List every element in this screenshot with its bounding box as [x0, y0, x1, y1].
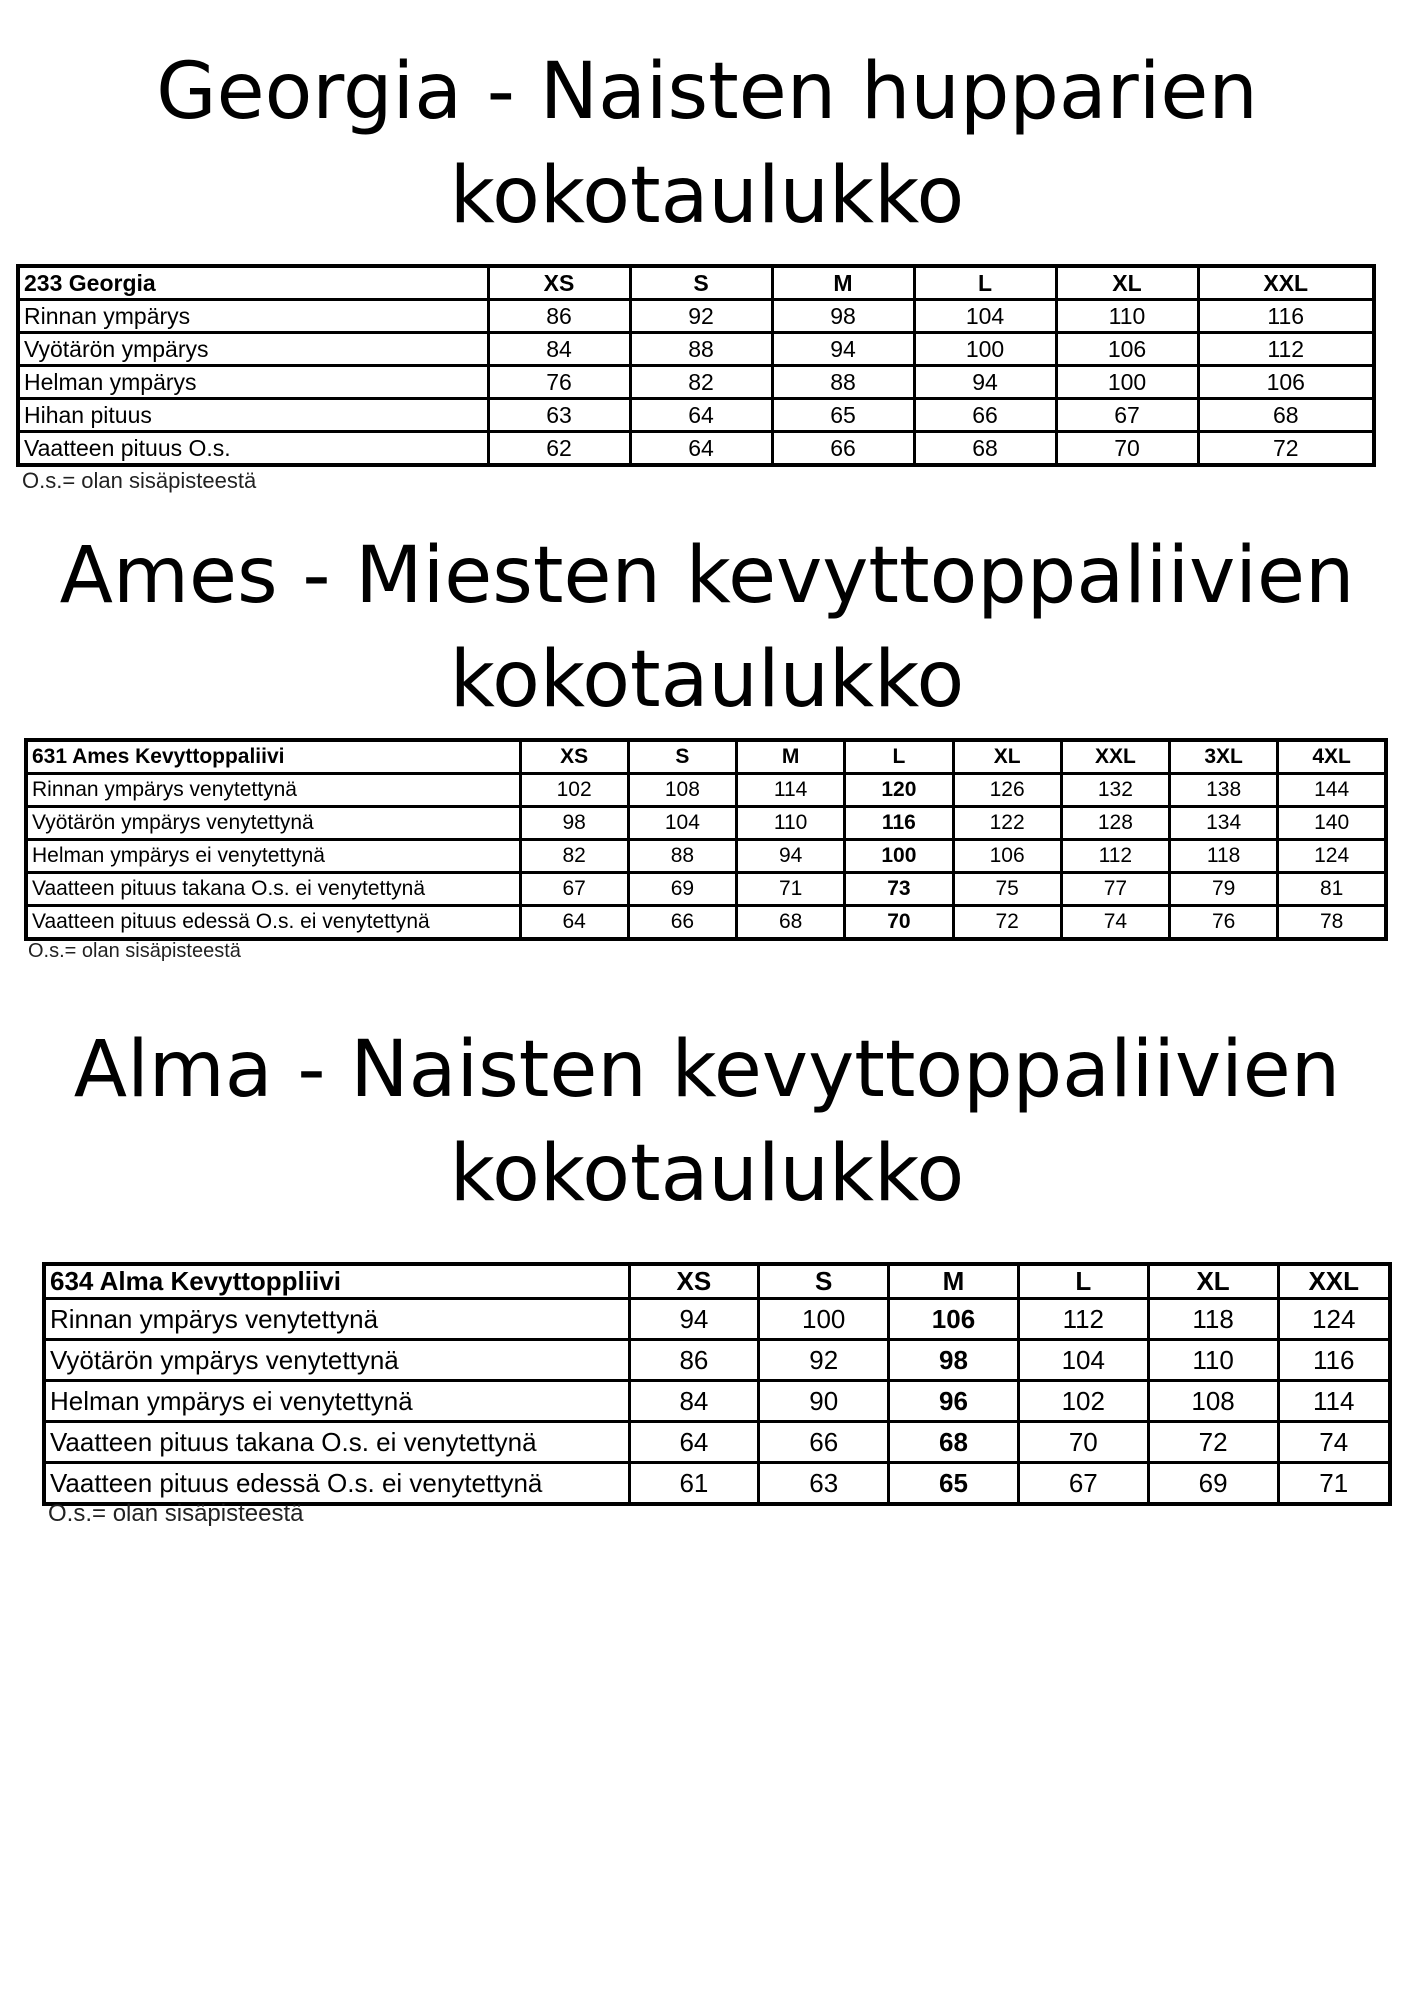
alma-title-line2: kokotaulukko: [449, 1129, 965, 1219]
measurement-cell: 118: [1148, 1299, 1278, 1340]
row-label: Rinnan ympärys venytettynä: [44, 1299, 629, 1340]
measurement-cell: 106: [1198, 366, 1374, 399]
measurement-cell: 102: [1018, 1381, 1148, 1422]
measurement-cell: 110: [737, 807, 845, 840]
measurement-cell: 78: [1278, 906, 1386, 940]
measurement-cell: 72: [953, 906, 1061, 940]
alma-title: [0, 1018, 1414, 1226]
row-label: Vyötärön ympärys: [18, 333, 488, 366]
measurement-cell: 72: [1148, 1422, 1278, 1463]
measurement-cell: 82: [520, 840, 628, 873]
georgia-title: [0, 40, 1414, 248]
size-header: L: [1018, 1264, 1148, 1299]
measurement-cell: 71: [737, 873, 845, 906]
measurement-cell: 100: [759, 1299, 889, 1340]
measurement-cell: 116: [1198, 300, 1374, 333]
measurement-cell: 63: [759, 1463, 889, 1505]
measurement-cell: 64: [629, 1422, 759, 1463]
ames-table-body: [26, 774, 1386, 940]
measurement-cell: 86: [488, 300, 630, 333]
measurement-cell: 128: [1061, 807, 1169, 840]
measurement-cell: 63: [488, 399, 630, 432]
measurement-cell: 134: [1170, 807, 1278, 840]
row-label: Vyötärön ympärys venytettynä: [44, 1340, 629, 1381]
size-header: XS: [488, 266, 630, 300]
size-header: XL: [1148, 1264, 1278, 1299]
georgia-title-line1: Georgia - Naisten hupparien: [156, 47, 1258, 137]
measurement-cell: 70: [845, 906, 953, 940]
row-label: Helman ympärys: [18, 366, 488, 399]
measurement-cell: 67: [1056, 399, 1198, 432]
table-header-label: 634 Alma Kevyttoppliivi: [44, 1264, 629, 1299]
georgia-title-line2: kokotaulukko: [449, 151, 965, 241]
measurement-cell: 92: [630, 300, 772, 333]
size-header: S: [628, 740, 736, 774]
size-header: 3XL: [1170, 740, 1278, 774]
size-header: XL: [1056, 266, 1198, 300]
measurement-cell: 116: [845, 807, 953, 840]
table-row: [44, 1422, 1390, 1463]
measurement-cell: 106: [953, 840, 1061, 873]
row-label: Vaatteen pituus edessä O.s. ei venytettynä: [26, 906, 520, 940]
measurement-cell: 104: [914, 300, 1056, 333]
measurement-cell: 88: [628, 840, 736, 873]
measurement-cell: 68: [914, 432, 1056, 466]
row-label: Rinnan ympärys venytettynä: [26, 774, 520, 807]
georgia-section: [0, 40, 1414, 248]
measurement-cell: 61: [629, 1463, 759, 1505]
row-label: Vaatteen pituus O.s.: [18, 432, 488, 466]
georgia-size-table: [16, 264, 1376, 467]
table-row: [18, 432, 1374, 466]
table-row: [18, 333, 1374, 366]
measurement-cell: 68: [737, 906, 845, 940]
ames-title-line1: Ames - Miesten kevyttoppaliivien: [59, 531, 1355, 621]
size-header: S: [630, 266, 772, 300]
measurement-cell: 64: [630, 432, 772, 466]
table-row: [26, 840, 1386, 873]
measurement-cell: 96: [889, 1381, 1019, 1422]
table-header-label: 233 Georgia: [18, 266, 488, 300]
measurement-cell: 65: [772, 399, 914, 432]
measurement-cell: 76: [488, 366, 630, 399]
table-row: [18, 300, 1374, 333]
measurement-cell: 102: [520, 774, 628, 807]
size-header: 4XL: [1278, 740, 1386, 774]
size-header: M: [772, 266, 914, 300]
measurement-cell: 112: [1018, 1299, 1148, 1340]
ames-note: O.s.= olan sisäpisteestä: [28, 940, 241, 962]
measurement-cell: 104: [628, 807, 736, 840]
measurement-cell: 100: [845, 840, 953, 873]
measurement-cell: 114: [737, 774, 845, 807]
measurement-cell: 98: [889, 1340, 1019, 1381]
row-label: Vaatteen pituus takana O.s. ei venytettynä: [44, 1422, 629, 1463]
measurement-cell: 98: [520, 807, 628, 840]
table-header-row: [18, 266, 1374, 300]
table-row: [44, 1463, 1390, 1505]
measurement-cell: 94: [914, 366, 1056, 399]
measurement-cell: 116: [1278, 1340, 1390, 1381]
measurement-cell: 66: [628, 906, 736, 940]
measurement-cell: 73: [845, 873, 953, 906]
measurement-cell: 104: [1018, 1340, 1148, 1381]
measurement-cell: 124: [1278, 840, 1386, 873]
ames-title: [0, 524, 1414, 732]
measurement-cell: 84: [488, 333, 630, 366]
measurement-cell: 79: [1170, 873, 1278, 906]
measurement-cell: 98: [772, 300, 914, 333]
measurement-cell: 144: [1278, 774, 1386, 807]
measurement-cell: 108: [628, 774, 736, 807]
measurement-cell: 67: [1018, 1463, 1148, 1505]
alma-table-body: [44, 1299, 1390, 1505]
size-header: XXL: [1061, 740, 1169, 774]
measurement-cell: 112: [1198, 333, 1374, 366]
measurement-cell: 110: [1148, 1340, 1278, 1381]
georgia-note: O.s.= olan sisäpisteestä: [22, 468, 257, 493]
measurement-cell: 114: [1278, 1381, 1390, 1422]
measurement-cell: 140: [1278, 807, 1386, 840]
measurement-cell: 70: [1056, 432, 1198, 466]
alma-section: [0, 1018, 1414, 1226]
measurement-cell: 94: [772, 333, 914, 366]
table-row: [26, 774, 1386, 807]
row-label: Helman ympärys ei venytettynä: [26, 840, 520, 873]
measurement-cell: 124: [1278, 1299, 1390, 1340]
measurement-cell: 75: [953, 873, 1061, 906]
measurement-cell: 132: [1061, 774, 1169, 807]
table-row: [26, 873, 1386, 906]
measurement-cell: 100: [1056, 366, 1198, 399]
measurement-cell: 74: [1061, 906, 1169, 940]
measurement-cell: 66: [759, 1422, 889, 1463]
row-label: Hihan pituus: [18, 399, 488, 432]
measurement-cell: 88: [772, 366, 914, 399]
measurement-cell: 71: [1278, 1463, 1390, 1505]
measurement-cell: 70: [1018, 1422, 1148, 1463]
alma-title-line1: Alma - Naisten kevyttoppaliivien: [73, 1025, 1341, 1115]
measurement-cell: 92: [759, 1340, 889, 1381]
measurement-cell: 82: [630, 366, 772, 399]
size-header: L: [914, 266, 1056, 300]
row-label: Helman ympärys ei venytettynä: [44, 1381, 629, 1422]
size-header: M: [737, 740, 845, 774]
ames-size-table: [24, 738, 1388, 941]
measurement-cell: 74: [1278, 1422, 1390, 1463]
measurement-cell: 67: [520, 873, 628, 906]
measurement-cell: 68: [1198, 399, 1374, 432]
size-header: XS: [629, 1264, 759, 1299]
measurement-cell: 64: [630, 399, 772, 432]
measurement-cell: 94: [629, 1299, 759, 1340]
table-row: [26, 906, 1386, 940]
measurement-cell: 90: [759, 1381, 889, 1422]
measurement-cell: 69: [628, 873, 736, 906]
size-header: XL: [953, 740, 1061, 774]
size-header: XXL: [1278, 1264, 1390, 1299]
measurement-cell: 65: [889, 1463, 1019, 1505]
measurement-cell: 122: [953, 807, 1061, 840]
row-label: Vaatteen pituus edessä O.s. ei venytettynä: [44, 1463, 629, 1505]
ames-section: [0, 524, 1414, 732]
measurement-cell: 106: [889, 1299, 1019, 1340]
measurement-cell: 108: [1148, 1381, 1278, 1422]
measurement-cell: 86: [629, 1340, 759, 1381]
ames-title-line2: kokotaulukko: [449, 635, 965, 725]
table-header-row: [44, 1264, 1390, 1299]
row-label: Vaatteen pituus takana O.s. ei venytettynä: [26, 873, 520, 906]
measurement-cell: 66: [914, 399, 1056, 432]
measurement-cell: 76: [1170, 906, 1278, 940]
measurement-cell: 84: [629, 1381, 759, 1422]
measurement-cell: 64: [520, 906, 628, 940]
row-label: Rinnan ympärys: [18, 300, 488, 333]
alma-note: O.s.= olan sisäpisteestä: [48, 1500, 304, 1527]
measurement-cell: 126: [953, 774, 1061, 807]
measurement-cell: 68: [889, 1422, 1019, 1463]
measurement-cell: 94: [737, 840, 845, 873]
size-header: XXL: [1198, 266, 1374, 300]
table-row: [18, 366, 1374, 399]
measurement-cell: 69: [1148, 1463, 1278, 1505]
measurement-cell: 100: [914, 333, 1056, 366]
table-row: [44, 1299, 1390, 1340]
size-header: S: [759, 1264, 889, 1299]
measurement-cell: 77: [1061, 873, 1169, 906]
table-header-row: [26, 740, 1386, 774]
measurement-cell: 120: [845, 774, 953, 807]
measurement-cell: 112: [1061, 840, 1169, 873]
measurement-cell: 88: [630, 333, 772, 366]
measurement-cell: 81: [1278, 873, 1386, 906]
measurement-cell: 72: [1198, 432, 1374, 466]
size-header: M: [889, 1264, 1019, 1299]
measurement-cell: 106: [1056, 333, 1198, 366]
table-row: [44, 1381, 1390, 1422]
table-header-label: 631 Ames Kevyttoppaliivi: [26, 740, 520, 774]
georgia-table-body: [18, 300, 1374, 466]
table-row: [26, 807, 1386, 840]
measurement-cell: 138: [1170, 774, 1278, 807]
row-label: Vyötärön ympärys venytettynä: [26, 807, 520, 840]
alma-size-table: [42, 1262, 1392, 1506]
measurement-cell: 66: [772, 432, 914, 466]
table-row: [44, 1340, 1390, 1381]
size-header: XS: [520, 740, 628, 774]
measurement-cell: 110: [1056, 300, 1198, 333]
measurement-cell: 62: [488, 432, 630, 466]
size-header: L: [845, 740, 953, 774]
measurement-cell: 118: [1170, 840, 1278, 873]
table-row: [18, 399, 1374, 432]
